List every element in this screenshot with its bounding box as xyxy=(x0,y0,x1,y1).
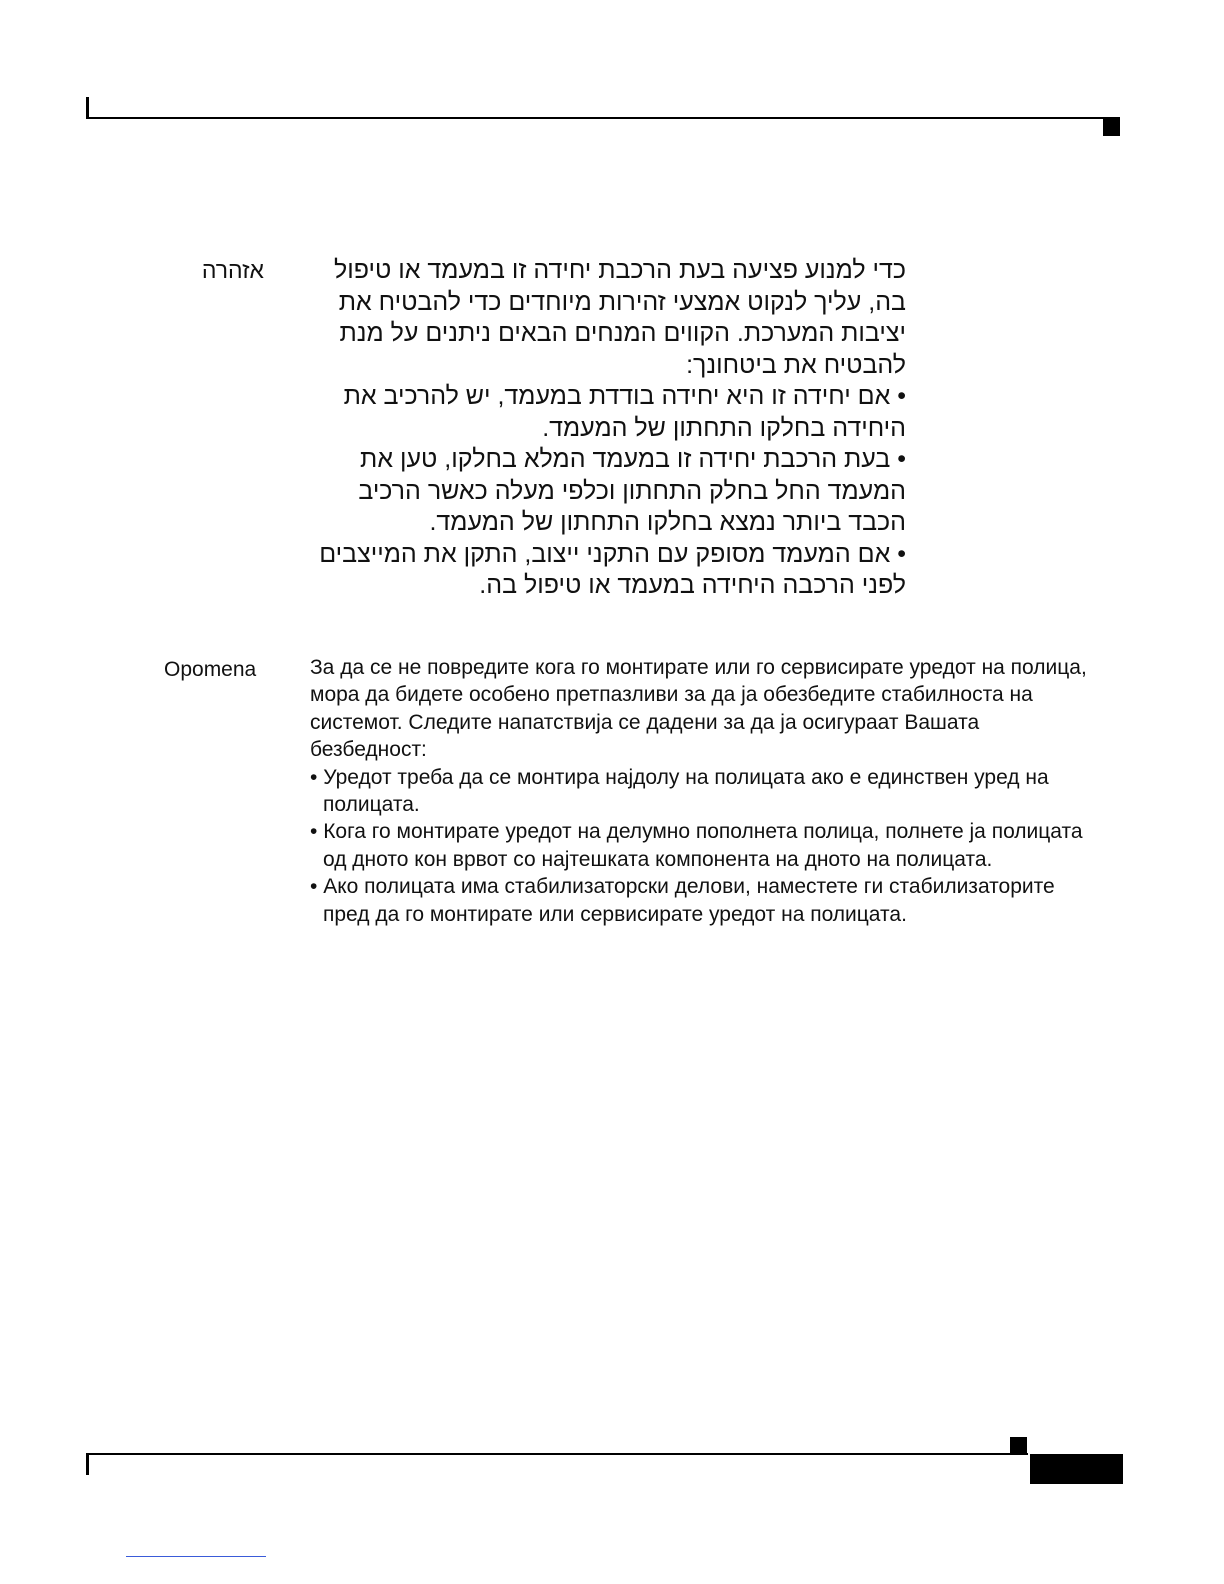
warning-bullets-hebrew xyxy=(300,381,906,602)
list-item: • אם המעמד מסופק עם התקני ייצוב, התקן את המייצבים לפני הרכבה היחידה במעמד או טיפול בה. xyxy=(319,539,906,599)
list-item: • Уредот треба да се монтира најдолу на полицата ако е единствен уред на полицата. xyxy=(310,765,1049,817)
header-square-marker xyxy=(1103,119,1120,136)
warning-body-macedonian xyxy=(310,654,1090,928)
warning-label-hebrew: אזהרה xyxy=(201,257,264,283)
warning-intro-hebrew: כדי למנוע פציעה בעת הרכבת יחידה זו במעמד או טיפול בה, עליך לנקוט אמצעי זהירות מיוחדים כדי להבטיח את יציבות המערכת. הקווים המנחים הבאים ניתנים על מנת להבטיח את ביטחונך: xyxy=(334,256,906,379)
footer-left-tick xyxy=(86,1453,89,1475)
warning-intro-macedonian: За да се не повредите кога го монтирате или го сервисирате уредот на полица, мора да бидете особено претпазливи за да ја обезбедите стабилноста на системот. Следите напатствија се дадени за да ја осигураат Вашата безбедност: xyxy=(310,656,1087,762)
warning-bullets-macedonian xyxy=(310,764,1090,928)
list-item: • אם יחידה זו היא יחידה בודדת במעמד, יש להרכיב את היחידה בחלקו התחתון של המעמד. xyxy=(343,382,906,442)
warning-body-hebrew xyxy=(300,255,906,602)
footer-page-tab xyxy=(1030,1454,1123,1484)
header-rule xyxy=(86,117,1120,119)
warning-label-macedonian: Opomena xyxy=(164,658,257,681)
footer-link-underline[interactable] xyxy=(126,1556,266,1557)
header-left-tick xyxy=(86,97,89,119)
footer-square-marker xyxy=(1010,1437,1027,1454)
footer-rule xyxy=(86,1453,1028,1455)
list-item: • Кога го монтирате уредот на делумно пополнета полица, полнете ја полицата од дното кон врвот со најтешката компонента на дното на полицата. xyxy=(310,820,1083,871)
list-item: • בעת הרכבת יחידה זו במעמד המלא בחלקו, טען את המעמד החל בחלק התחתון וכלפי מעלה כאשר הרכיב הכבד ביותר נמצא בחלקו התחתון של המעמד. xyxy=(358,445,906,536)
list-item: • Ако полицата има стабилизаторски делови, наместете ги стабилизаторите пред да го монтирате или сервисирате уредот на полицата. xyxy=(310,875,1055,926)
